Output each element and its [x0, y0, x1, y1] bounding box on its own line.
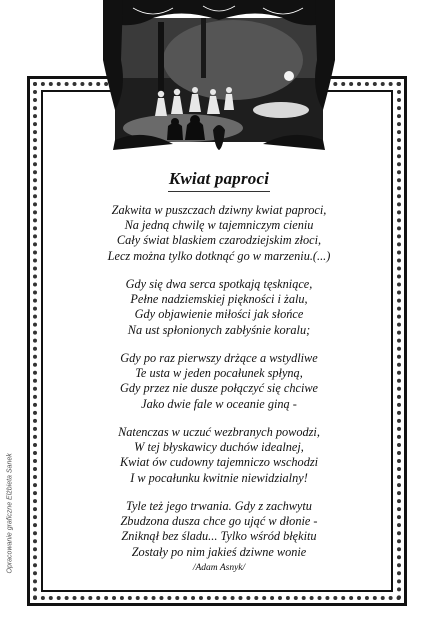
poem-line: Jako dwie fale w oceanie giną -	[141, 396, 297, 411]
stanza	[60, 203, 378, 264]
poem-line: Gdy objawienie miłości jak słońce	[134, 307, 304, 322]
poem-line: Lecz można tylko dotknąć go w marzeniu.(...)	[107, 248, 331, 263]
poem-author: /Adam Asnyk/	[192, 563, 246, 573]
title-underline	[168, 191, 270, 192]
poem-line: W tej błyskawicy duchów idealnej,	[134, 440, 304, 455]
poem-title: Kwiat paproci	[168, 169, 270, 188]
poem-line: Zostały po nim jakieś dziwne wonie	[131, 544, 307, 559]
stanza	[60, 277, 378, 338]
poem-line: Pełne nadziemskiej piękności i żalu,	[130, 292, 308, 307]
stanza	[60, 425, 378, 486]
poem-body	[60, 203, 378, 573]
poem-line: Kwiat ów cudowny tajemniczo wschodzi	[119, 455, 319, 470]
poem-line: Natenczas w uczuć wezbranych powodzi,	[118, 425, 320, 439]
poem-line: Zbudzona dusza chce go ująć w dłonie -	[120, 514, 318, 529]
poem-line: Gdy przez nie dusze połączyć się chciwe	[119, 381, 319, 396]
poem-line: Gdy się dwa serca spotkają tęskniące,	[125, 277, 313, 291]
header-illustration	[103, 0, 335, 150]
poem-line: Zniknął bez śladu... Tylko wśród błękitu	[121, 529, 317, 544]
poem-line: Cały świat blaskiem czarodziejskim złoci,	[116, 233, 322, 248]
poem-line: Na jedną chwilę w tajemniczym cieniu	[124, 218, 314, 233]
bonfire-night-scene-icon	[103, 0, 335, 150]
graphic-credit: Opracowanie graficzne Elżbieta Sanek	[6, 453, 14, 574]
poem-line: Tyle też jego trwania. Gdy z zachwytu	[126, 499, 312, 513]
poem-line: I w pocałunku kwitnie niewidzialny!	[130, 470, 308, 485]
poem-line: Te usta w jeden pocałunek spłyną,	[135, 366, 303, 381]
poem-line: Na ust spłonionych zabłyśnie koralu;	[127, 322, 311, 337]
stanza	[60, 351, 378, 412]
stanza	[60, 499, 378, 560]
poem-line: Gdy po raz pierwszy drżące a wstydliwe	[120, 351, 318, 365]
poem-line: Zakwita w puszczach dziwny kwiat paproci,	[111, 203, 327, 217]
